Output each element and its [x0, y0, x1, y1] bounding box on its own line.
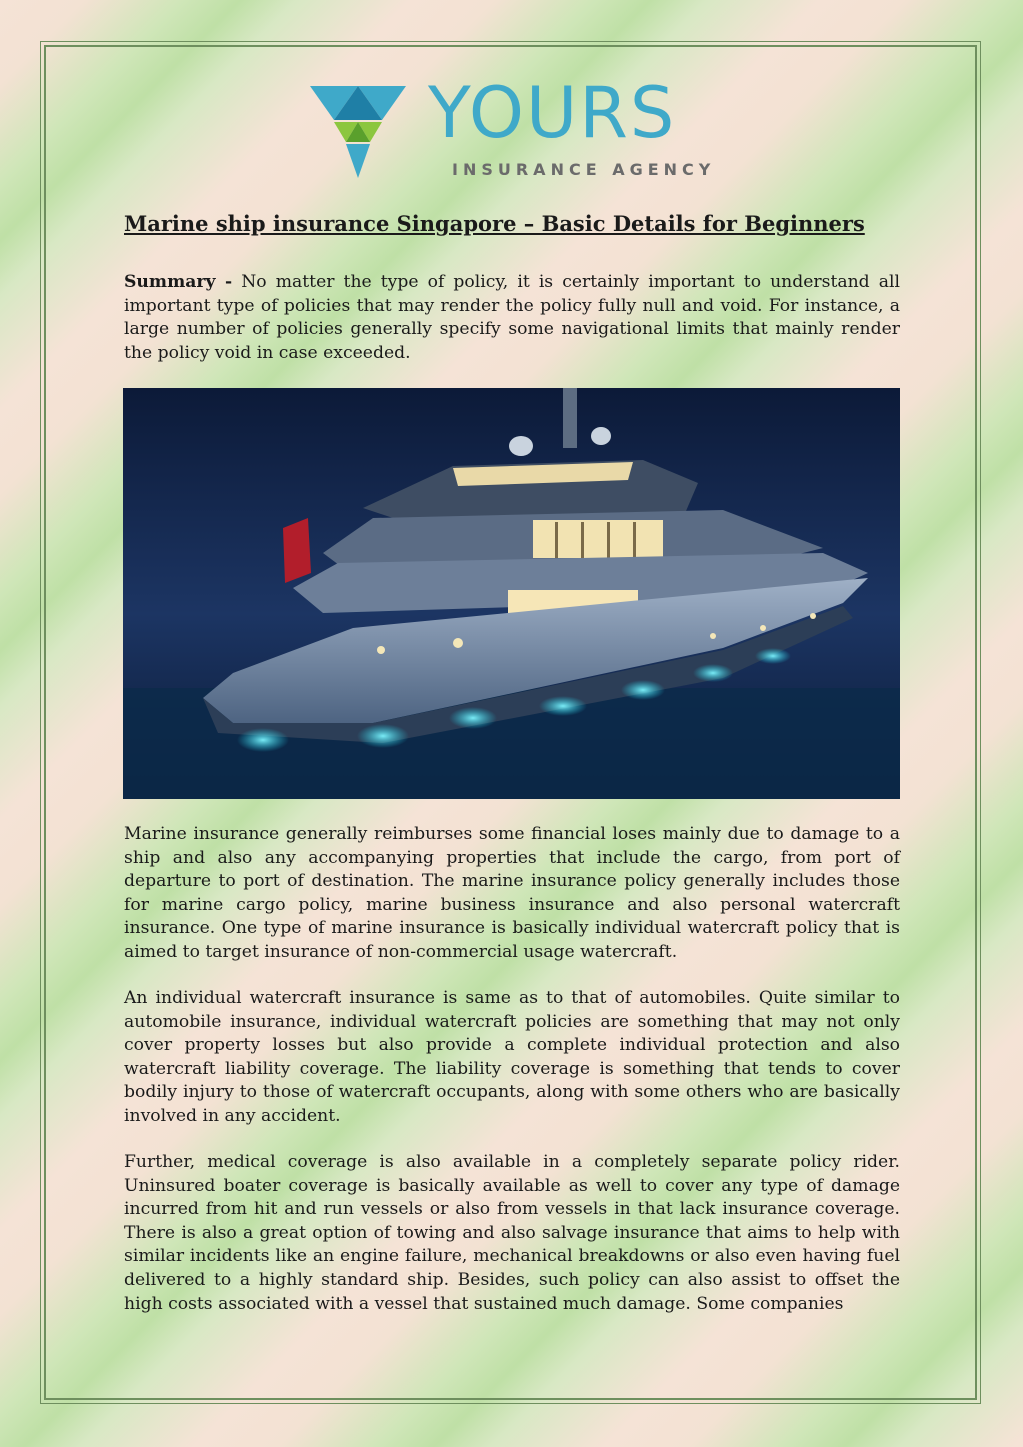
- page-title: Marine ship insurance Singapore – Basic Details for Beginners: [124, 211, 865, 236]
- logo-triangles-icon: [308, 84, 418, 180]
- summary-paragraph: [124, 271, 900, 365]
- yacht-photo: [123, 388, 900, 799]
- body-paragraph-3: Further, medical coverage is also available in a completely separate policy rider. Uninsured boater coverage is basically available as well to cover any type of damage incurred from hit and run vessels or also from vessels in that lack insurance coverage. There is also a great option of towing and also salvage insurance that aims to help with similar incidents like an engine failure, mechanical breakdowns or also even having fuel delivered to a highly standard ship. Besides, such policy can also assist to offset the high costs associated with a vessel that sustained much damage. Some companies: [124, 1152, 900, 1314]
- body-paragraph-2: An individual watercraft insurance is same as to that of automobiles. Quite similar to automobile insurance, individual watercraft policies are something that may not only cover property losses but also provide a complete individual protection and also watercraft liability coverage. The liability coverage is something that tends to cover bodily injury to those of watercraft occupants, along with some others who are basically involved in any accident.: [124, 988, 900, 1126]
- logo-tagline: INSURANCE AGENCY: [452, 160, 716, 179]
- summary-label: Summary -: [124, 272, 233, 292]
- yours-logo: [308, 72, 716, 180]
- logo-wordmark: YOURS: [428, 72, 677, 154]
- summary-text: No matter the type of policy, it is certainly important to understand all important type of policies that may render the policy fully null and void. For instance, a large number of policies generally specify some navigational limits that mainly render the policy void in case exceeded.: [124, 272, 900, 363]
- body-paragraph-1: Marine insurance generally reimburses some financial loses mainly due to damage to a ship and also any accompanying properties that include the cargo, from port of departure to port of destination. The marine insurance policy generally includes those for marine cargo policy, marine business insurance and also personal watercraft insurance. One type of marine insurance is basically individual watercraft policy that is aimed to target insurance of non-commercial usage watercraft.: [124, 824, 900, 962]
